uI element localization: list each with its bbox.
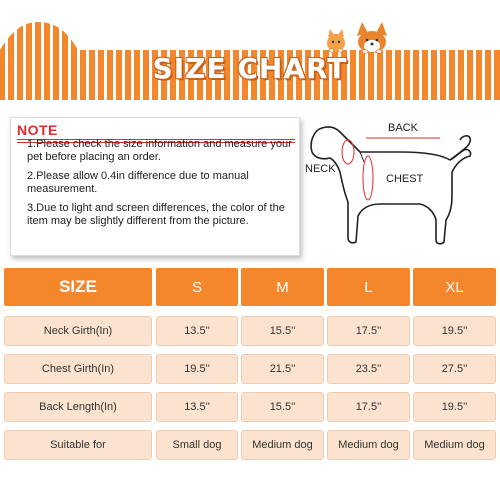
header-size: SIZE	[4, 268, 152, 306]
cell-neck-l: 17.5''	[327, 316, 410, 346]
header-xl: XL	[413, 268, 496, 306]
cell-chest-xl: 27.5''	[413, 354, 496, 384]
row-label-back-length: Back Length(In)	[4, 392, 152, 422]
header-l: L	[327, 268, 410, 306]
header-s: S	[156, 268, 238, 306]
cell-suitable-l: Medium dog	[327, 430, 410, 460]
chest-label: CHEST	[386, 173, 424, 185]
header-m: M	[241, 268, 324, 306]
cell-back-s: 13.5''	[156, 392, 238, 422]
note-title: NOTE	[17, 122, 58, 138]
dog-silhouette	[311, 127, 470, 244]
row-label-chest-girth: Chest Girth(In)	[4, 354, 152, 384]
row-label-suitable-for: Suitable for	[4, 430, 152, 460]
neck-label: NECK	[305, 163, 336, 175]
note-item-2: 2.Please allow 0.4in difference due to manual measurement.	[27, 170, 249, 195]
cell-neck-xl: 19.5''	[413, 316, 496, 346]
cell-suitable-s: Small dog	[156, 430, 238, 460]
size-chart-title: SIZE CHART	[152, 52, 348, 85]
cell-back-m: 15.5''	[241, 392, 324, 422]
note-box	[10, 117, 300, 256]
cell-neck-s: 13.5''	[156, 316, 238, 346]
note-item-3: 3.Due to light and screen differences, the color of the item may be slightly different from the picture.	[27, 202, 285, 227]
cell-chest-l: 23.5''	[327, 354, 410, 384]
corgi-icon	[357, 22, 387, 53]
cell-back-xl: 19.5''	[413, 392, 496, 422]
dog-measurement-diagram	[300, 108, 500, 258]
cell-suitable-m: Medium dog	[241, 430, 324, 460]
note-item-1: 1.Please check the size information and measure your pet before placing an order.	[27, 138, 292, 163]
cell-chest-s: 19.5''	[156, 354, 238, 384]
cat-icon	[327, 29, 345, 52]
cell-neck-m: 15.5''	[241, 316, 324, 346]
back-label: BACK	[388, 122, 418, 134]
row-label-neck-girth: Neck Girth(In)	[4, 316, 152, 346]
cell-suitable-xl: Medium dog	[413, 430, 496, 460]
cell-chest-m: 21.5''	[241, 354, 324, 384]
cell-back-l: 17.5''	[327, 392, 410, 422]
